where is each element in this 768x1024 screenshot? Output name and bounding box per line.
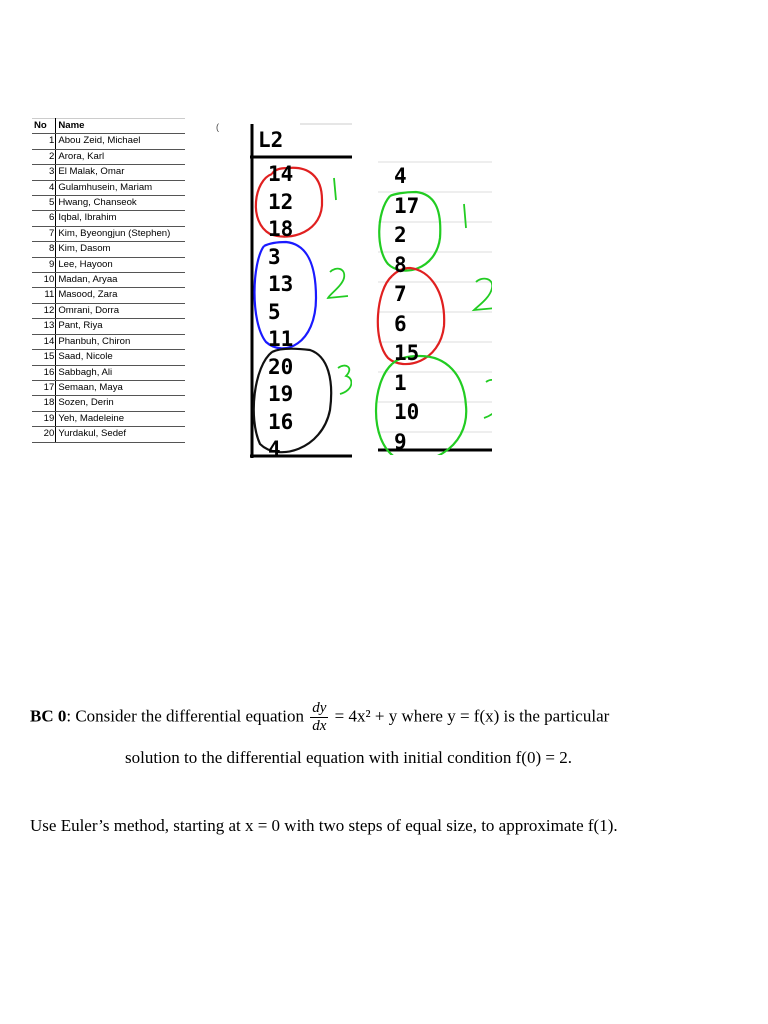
calc2-frame [370, 150, 492, 455]
roster-name: Kim, Dasom [56, 242, 185, 257]
list-value: 2 [394, 223, 407, 247]
list-value: 6 [394, 311, 407, 336]
list-value: 4 [268, 437, 281, 461]
roster-no: 16 [32, 365, 56, 380]
roster-grid [32, 118, 185, 443]
list-value: 7 [394, 282, 407, 306]
roster-name: Lee, Hayoon [56, 257, 185, 272]
roster-name: Pant, Riya [56, 319, 185, 334]
list-value: 9 [394, 429, 407, 454]
roster-no: 8 [32, 242, 56, 257]
roster-name: Masood, Zara [56, 288, 185, 303]
question-text-b: = 4x² + y where y = f(x) is the particular [330, 706, 610, 726]
roster-row [32, 149, 185, 164]
list-header: L2 [258, 128, 284, 152]
list-value: 15 [394, 341, 420, 365]
cut-column-stub: ( [216, 122, 219, 132]
mark-2 [474, 279, 492, 310]
group-3-circle [376, 356, 466, 455]
roster-row [32, 257, 185, 272]
question-line-1 [30, 700, 609, 735]
roster-row [32, 196, 185, 211]
mark-1 [334, 178, 336, 200]
list-value: 1 [394, 370, 407, 395]
roster-name: Phanbuh, Chiron [56, 334, 185, 349]
roster-name: Kim, Byeongjun (Stephen) [56, 226, 185, 241]
list-value: 16 [268, 409, 294, 434]
roster-name: Saad, Nicole [56, 350, 185, 365]
roster-name: Yeh, Madeleine [56, 411, 185, 426]
roster-no: 20 [32, 427, 56, 442]
roster-name: Iqbal, Ibrahim [56, 211, 185, 226]
roster-no: 17 [32, 380, 56, 395]
roster-no: 1 [32, 134, 56, 149]
roster-no: 13 [32, 319, 56, 334]
frac-numerator: dy [312, 700, 327, 716]
question-label: BC 0 [30, 706, 67, 726]
list-value: 13 [268, 272, 294, 296]
list-value: 19 [268, 382, 294, 406]
roster-no: 18 [32, 396, 56, 411]
frac-denominator: dx [312, 718, 327, 734]
list-value: 14 [268, 162, 294, 186]
roster-name: El Malak, Omar [56, 165, 185, 180]
roster-row [32, 319, 185, 334]
roster-row [32, 365, 185, 380]
roster-name: Yurdakul, Sedef [56, 427, 185, 442]
roster-row [32, 134, 185, 149]
roster-no: 6 [32, 211, 56, 226]
roster-name: Hwang, Chanseok [56, 196, 185, 211]
roster-no: 10 [32, 273, 56, 288]
question-text-a: : Consider the differential equation [66, 706, 309, 726]
mark-3 [484, 380, 492, 418]
roster-no: 7 [32, 226, 56, 241]
roster-table [32, 118, 219, 443]
roster-name: Abou Zeid, Michael [56, 134, 185, 149]
roster-no: 9 [32, 257, 56, 272]
roster-row [32, 211, 185, 226]
roster-row [32, 427, 185, 442]
roster-name: Arora, Karl [56, 149, 185, 164]
roster-row [32, 180, 185, 195]
roster-name: Omrani, Dorra [56, 303, 185, 318]
roster-row [32, 226, 185, 241]
list-value: 12 [268, 189, 294, 214]
list-value: 5 [268, 299, 281, 324]
roster-name: Sabbagh, Ali [56, 365, 185, 380]
roster-row [32, 350, 185, 365]
list-value: 11 [268, 327, 294, 351]
mark-2 [328, 269, 348, 298]
roster-row [32, 396, 185, 411]
roster-no: 5 [32, 196, 56, 211]
derivative-fraction [310, 700, 328, 735]
roster-no: 2 [32, 149, 56, 164]
roster-no: 14 [32, 334, 56, 349]
list-value: 18 [268, 217, 294, 241]
list-value: 3 [268, 244, 281, 269]
roster-no: 11 [32, 288, 56, 303]
roster-name: Sozen, Derin [56, 396, 185, 411]
list-value: 10 [394, 400, 420, 424]
header-no: No [32, 119, 56, 134]
roster-name: Madan, Aryaa [56, 273, 185, 288]
list-value: 20 [268, 354, 294, 379]
roster-no: 12 [32, 303, 56, 318]
roster-row [32, 288, 185, 303]
roster-name: Gulamhusein, Mariam [56, 180, 185, 195]
roster-row [32, 273, 185, 288]
calculator-list-2 [370, 150, 492, 455]
roster-row [32, 380, 185, 395]
question-line-2: solution to the differential equation with initial condition f(0) = 2. [125, 748, 572, 767]
roster-no: 19 [32, 411, 56, 426]
roster-row [32, 165, 185, 180]
calc1-frame [250, 122, 352, 461]
list-value: 17 [394, 193, 420, 218]
mark-3 [338, 366, 351, 394]
list-value: 8 [394, 252, 407, 277]
roster-name: Semaan, Maya [56, 380, 185, 395]
roster-no: 4 [32, 180, 56, 195]
roster-no: 3 [32, 165, 56, 180]
roster-row [32, 411, 185, 426]
roster-row [32, 242, 185, 257]
list-value: 4 [394, 164, 407, 188]
roster-row [32, 303, 185, 318]
roster-row [32, 334, 185, 349]
question-line-3: Use Euler’s method, starting at x = 0 with two steps of equal size, to approximate f(1). [30, 816, 618, 835]
calculator-list-l2 [250, 122, 352, 461]
mark-1 [464, 204, 466, 228]
header-name: Name [56, 119, 185, 134]
roster-no: 15 [32, 350, 56, 365]
